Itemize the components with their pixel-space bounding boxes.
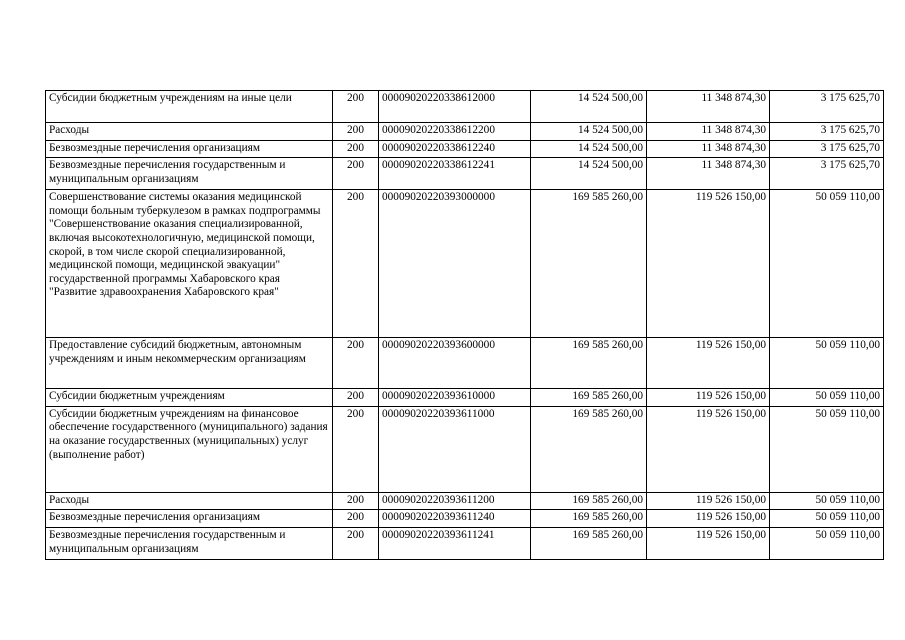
row-name: Безвозмездные перечисления организациям xyxy=(46,510,333,528)
table-row xyxy=(46,338,884,389)
row-name: Расходы xyxy=(46,123,333,141)
row-classification-code: 00009020220393611240 xyxy=(379,510,531,528)
budget-execution-table xyxy=(45,90,884,560)
row-executed-amount: 119 526 150,00 xyxy=(647,492,770,510)
row-classification-code: 00009020220393611241 xyxy=(379,527,531,559)
row-code: 200 xyxy=(333,158,379,190)
row-name: Расходы xyxy=(46,492,333,510)
row-approved-amount: 169 585 260,00 xyxy=(531,492,647,510)
row-code: 200 xyxy=(333,190,379,338)
row-name: Безвозмездные перечисления организациям xyxy=(46,140,333,158)
row-code: 200 xyxy=(333,123,379,141)
table-row xyxy=(46,123,884,141)
table-row xyxy=(46,492,884,510)
row-unexecuted-amount: 3 175 625,70 xyxy=(770,140,884,158)
row-executed-amount: 11 348 874,30 xyxy=(647,140,770,158)
row-executed-amount: 11 348 874,30 xyxy=(647,158,770,190)
row-executed-amount: 119 526 150,00 xyxy=(647,527,770,559)
row-approved-amount: 169 585 260,00 xyxy=(531,527,647,559)
row-approved-amount: 14 524 500,00 xyxy=(531,140,647,158)
table-row xyxy=(46,406,884,492)
row-classification-code: 00009020220338612000 xyxy=(379,91,531,123)
row-name: Субсидии бюджетным учреждениям на финансовое обеспечение государственного (муниципального) задания на оказание государственных (муниципальных) услуг (выполнение работ) xyxy=(46,406,333,492)
row-code: 200 xyxy=(333,91,379,123)
table-row xyxy=(46,190,884,338)
row-executed-amount: 11 348 874,30 xyxy=(647,123,770,141)
table-row xyxy=(46,510,884,528)
row-name: Совершенствование системы оказания медицинской помощи больным туберкулезом в рамках подпрограммы "Совершенствование оказания специализированной, включая высокотехнологичную, медицинской помощи, скорой, в том числе скорой специализированной, медицинской помощи, медицинской эвакуации" государственной программы Хабаровского края "Развитие здравоохранения Хабаровского края" xyxy=(46,190,333,338)
row-classification-code: 00009020220393600000 xyxy=(379,338,531,389)
row-approved-amount: 169 585 260,00 xyxy=(531,389,647,407)
row-name: Субсидии бюджетным учреждениям xyxy=(46,389,333,407)
row-approved-amount: 169 585 260,00 xyxy=(531,406,647,492)
row-unexecuted-amount: 50 059 110,00 xyxy=(770,190,884,338)
row-code: 200 xyxy=(333,527,379,559)
table-row xyxy=(46,158,884,190)
row-code: 200 xyxy=(333,140,379,158)
row-classification-code: 00009020220338612241 xyxy=(379,158,531,190)
row-unexecuted-amount: 50 059 110,00 xyxy=(770,492,884,510)
table-row xyxy=(46,527,884,559)
row-unexecuted-amount: 50 059 110,00 xyxy=(770,406,884,492)
table-row xyxy=(46,389,884,407)
row-code: 200 xyxy=(333,492,379,510)
row-unexecuted-amount: 50 059 110,00 xyxy=(770,389,884,407)
row-classification-code: 00009020220393611000 xyxy=(379,406,531,492)
row-name: Субсидии бюджетным учреждениям на иные цели xyxy=(46,91,333,123)
row-name: Предоставление субсидий бюджетным, автономным учреждениям и иным некоммерческим организациям xyxy=(46,338,333,389)
row-unexecuted-amount: 3 175 625,70 xyxy=(770,123,884,141)
row-executed-amount: 119 526 150,00 xyxy=(647,406,770,492)
row-approved-amount: 169 585 260,00 xyxy=(531,510,647,528)
table-row xyxy=(46,140,884,158)
row-code: 200 xyxy=(333,510,379,528)
row-code: 200 xyxy=(333,389,379,407)
row-unexecuted-amount: 3 175 625,70 xyxy=(770,91,884,123)
row-approved-amount: 14 524 500,00 xyxy=(531,123,647,141)
row-approved-amount: 169 585 260,00 xyxy=(531,338,647,389)
row-classification-code: 00009020220393611200 xyxy=(379,492,531,510)
row-unexecuted-amount: 3 175 625,70 xyxy=(770,158,884,190)
row-unexecuted-amount: 50 059 110,00 xyxy=(770,527,884,559)
row-code: 200 xyxy=(333,338,379,389)
row-classification-code: 00009020220393610000 xyxy=(379,389,531,407)
row-classification-code: 00009020220338612240 xyxy=(379,140,531,158)
row-approved-amount: 169 585 260,00 xyxy=(531,190,647,338)
row-code: 200 xyxy=(333,406,379,492)
row-classification-code: 00009020220393000000 xyxy=(379,190,531,338)
row-unexecuted-amount: 50 059 110,00 xyxy=(770,510,884,528)
row-classification-code: 00009020220338612200 xyxy=(379,123,531,141)
row-executed-amount: 11 348 874,30 xyxy=(647,91,770,123)
row-executed-amount: 119 526 150,00 xyxy=(647,190,770,338)
row-approved-amount: 14 524 500,00 xyxy=(531,158,647,190)
row-unexecuted-amount: 50 059 110,00 xyxy=(770,338,884,389)
row-name: Безвозмездные перечисления государственным и муниципальным организациям xyxy=(46,527,333,559)
row-executed-amount: 119 526 150,00 xyxy=(647,510,770,528)
table-row xyxy=(46,91,884,123)
row-executed-amount: 119 526 150,00 xyxy=(647,389,770,407)
row-name: Безвозмездные перечисления государственным и муниципальным организациям xyxy=(46,158,333,190)
row-approved-amount: 14 524 500,00 xyxy=(531,91,647,123)
row-executed-amount: 119 526 150,00 xyxy=(647,338,770,389)
